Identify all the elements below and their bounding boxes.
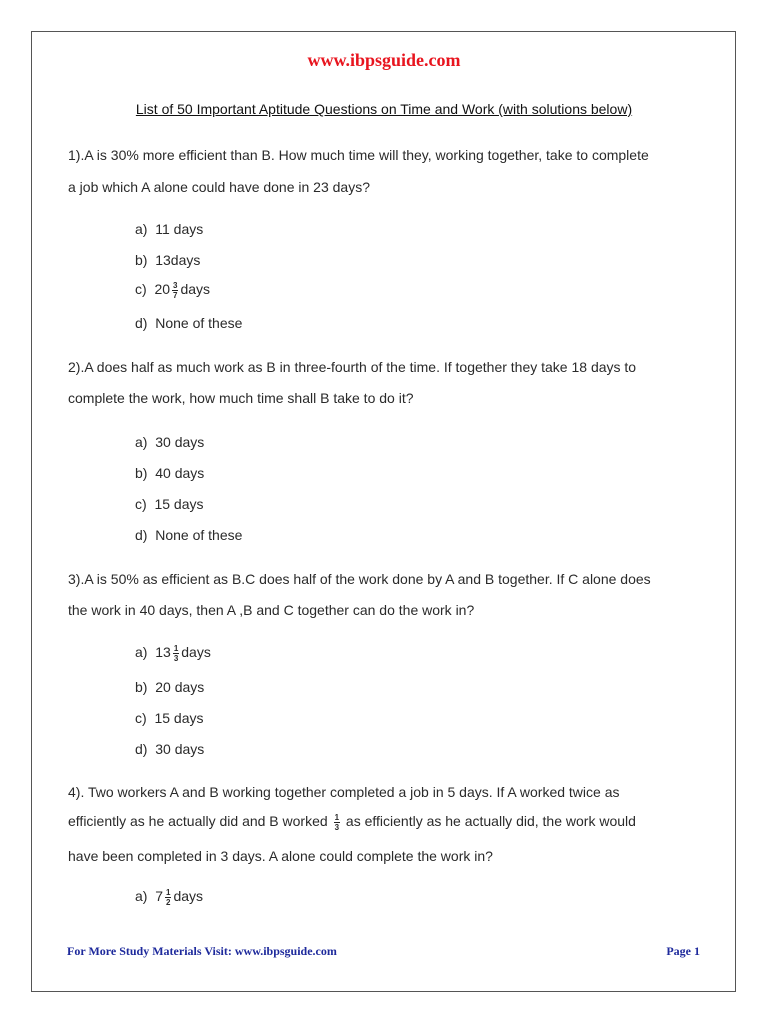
option-text: None of these xyxy=(155,315,243,331)
question-2-line-2: complete the work, how much time shall B take to do it? xyxy=(68,390,414,406)
option-label: b) xyxy=(135,465,148,481)
fraction-denominator: 3 xyxy=(173,654,179,663)
question-1-line-1: 1).A is 30% more efficient than B. How much time will they, working together, take to complete xyxy=(68,147,649,163)
fraction xyxy=(172,281,178,300)
option-text: 15 days xyxy=(154,496,204,512)
option-text: None of these xyxy=(155,527,243,543)
fraction-denominator: 3 xyxy=(334,823,340,832)
question-2-option-d xyxy=(135,527,242,543)
option-text: 20 days xyxy=(155,679,205,695)
question-1-line-2: a job which A alone could have done in 23 days? xyxy=(68,179,371,195)
question-2-option-a xyxy=(135,434,204,450)
question-3-option-d xyxy=(135,741,204,757)
question-3-option-a xyxy=(135,644,211,663)
question-3-option-b xyxy=(135,679,204,695)
option-text: 40 days xyxy=(155,465,205,481)
fraction xyxy=(165,888,171,907)
option-label: d) xyxy=(135,527,148,543)
fraction-numerator: 1 xyxy=(334,813,340,822)
option-label: a) xyxy=(135,644,148,661)
question-3-line-1: 3).A is 50% as efficient as B.C does half of the work done by A and B together. If C alone does xyxy=(68,571,651,587)
option-text: 15 days xyxy=(154,710,204,726)
fraction-denominator: 7 xyxy=(173,291,178,300)
option-label: c) xyxy=(135,496,147,512)
footer-study-materials: For More Study Materials Visit: www.ibpsguide.com xyxy=(67,944,337,958)
question-4-line-3: have been completed in 3 days. A alone could complete the work in? xyxy=(68,848,493,864)
option-suffix: days xyxy=(180,281,211,298)
option-text: 11 days xyxy=(155,221,204,237)
option-label: a) xyxy=(135,434,148,450)
question-4-line-1: 4). Two workers A and B working together completed a job in 5 days. If A worked twice as xyxy=(68,784,620,800)
question-1-option-b xyxy=(135,252,200,268)
option-label: d) xyxy=(135,315,148,331)
option-label: c) xyxy=(135,281,147,298)
mixed-number-whole: 20 xyxy=(154,281,171,298)
mixed-number-whole: 13 xyxy=(155,644,171,661)
option-text: 13days xyxy=(155,252,201,268)
question-3-line-2: the work in 40 days, then A ,B and C together can do the work in? xyxy=(68,602,475,618)
question-text: efficiently as he actually did and B worked xyxy=(68,813,328,830)
document-title: List of 50 Important Aptitude Questions on Time and Work (with solutions below) xyxy=(135,101,633,117)
fraction-denominator: 2 xyxy=(166,898,171,907)
site-url-header: www.ibpsguide.com xyxy=(307,50,461,70)
question-2-line-1: 2).A does half as much work as B in three-fourth of the time. If together they take 18 days to xyxy=(68,359,637,375)
question-text: as efficiently as he actually did, the work would xyxy=(345,813,636,830)
option-label: a) xyxy=(135,221,148,237)
option-suffix: days xyxy=(181,644,211,661)
question-3-option-c xyxy=(135,710,204,726)
fraction-numerator: 1 xyxy=(173,644,179,653)
option-label: b) xyxy=(135,679,148,695)
option-suffix: days xyxy=(173,888,204,905)
fraction xyxy=(334,813,340,832)
question-2-option-c xyxy=(135,496,204,512)
option-label: c) xyxy=(135,710,147,726)
fraction xyxy=(173,644,179,663)
option-text: 30 days xyxy=(155,434,205,450)
fraction-numerator: 3 xyxy=(173,281,178,290)
mixed-number-whole: 7 xyxy=(155,888,164,905)
option-label: b) xyxy=(135,252,148,268)
option-text: 30 days xyxy=(155,741,205,757)
question-2-option-b xyxy=(135,465,204,481)
option-label: a) xyxy=(135,888,148,905)
question-1-option-c xyxy=(135,281,210,300)
question-4-option-a xyxy=(135,888,203,907)
question-1-option-a xyxy=(135,221,203,237)
option-label: d) xyxy=(135,741,148,757)
question-4-line-2 xyxy=(68,813,636,832)
fraction-numerator: 1 xyxy=(166,888,171,897)
question-1-option-d xyxy=(135,315,242,331)
page-number: Page 1 xyxy=(666,944,700,958)
